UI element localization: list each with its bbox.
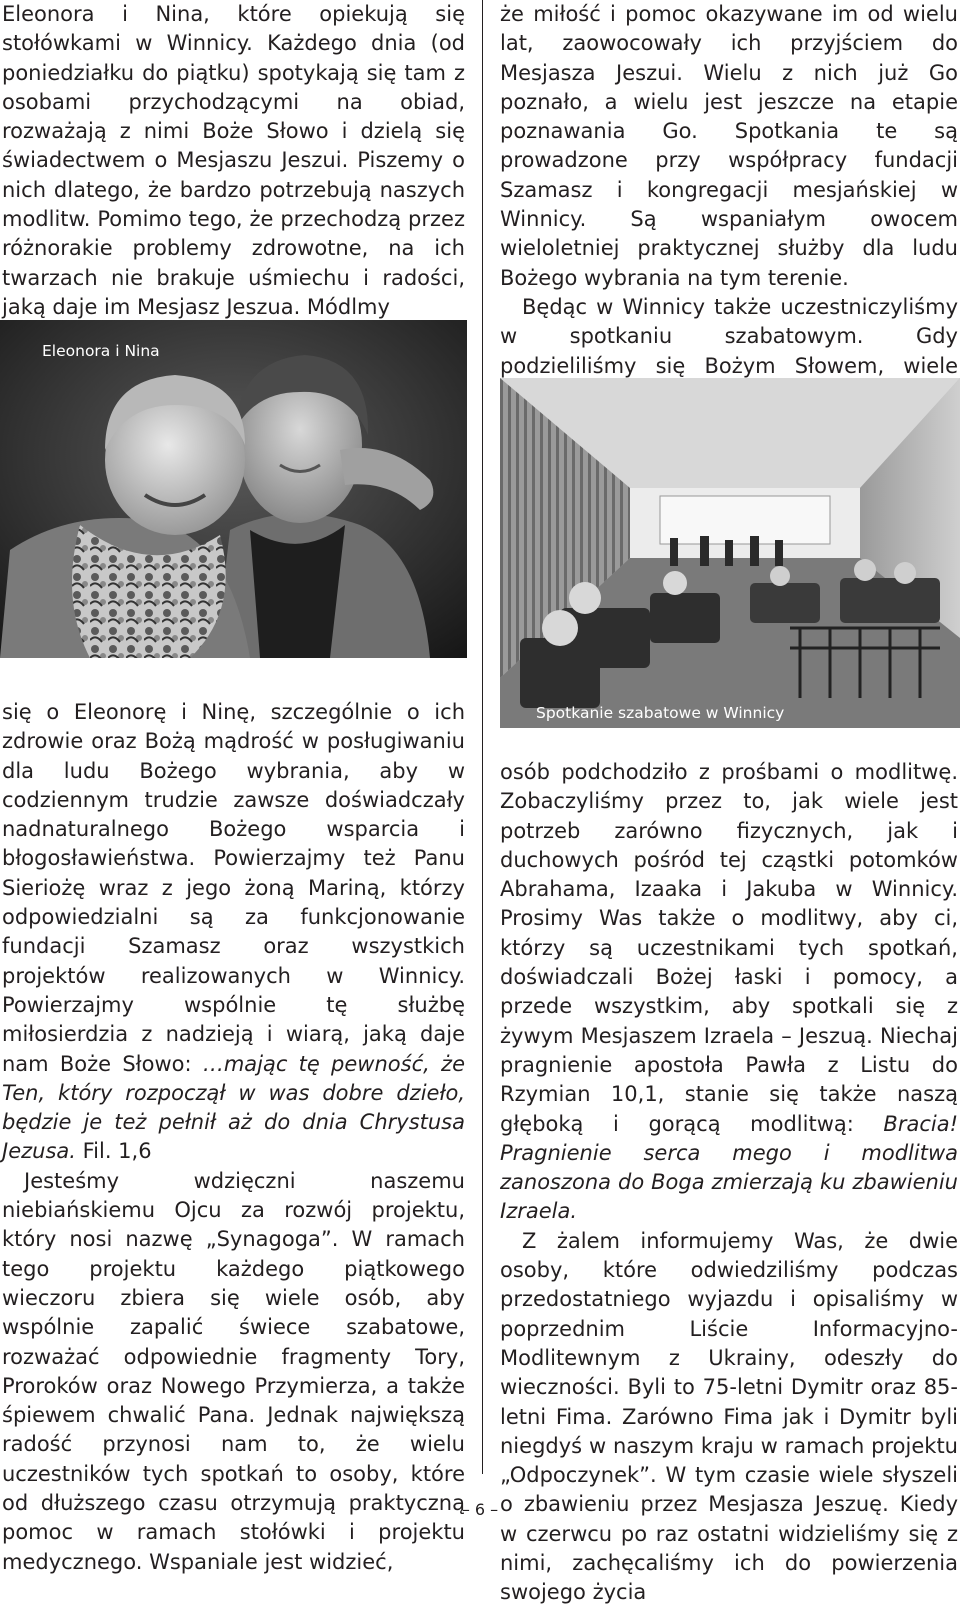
right-column-bottom bbox=[500, 758, 958, 1608]
left-paragraph-2-text: się o Eleonorę i Ninę, szczególnie o ich zdrowie oraz Bożą mądrość w posługiwaniu dla ludu Bożego wybrania, aby w codziennym trudzie zawsze doświadczały nadnaturalnego Bożego wsparcia i błogosławieństwa. Powierzajmy też Panu Sieriożę wraz z jego żoną Mariną, którzy odpowiedzialni są za funkcjonowanie fundacji Szamasz oraz wszystkich projektów realizowanych w Winnicy. Powierzajmy wspólnie tę służbę miłosierdzia z nadzieją i wiarą, jaką daje nam Boże Słowo: bbox=[2, 700, 465, 1076]
right-paragraph-1: że miłość i pomoc okazywane im od wielu lat, zaowocowały ich przyjściem do Mesjasza Jeszui. Wielu z nich już Go poznało, a wielu jest jeszcze na etapie poznawania Go. Spotkania te są prowadzone przy współpracy fundacji Szamasz i kongregacji mesjańskiej w Winnicy. Są wspaniałym owocem wieloletniej praktycznej służby dla ludu Bożego wybrania na tym terenie. bbox=[500, 2, 958, 290]
scripture-quote-philippians: …mając tę pewność, że Ten, który rozpoczął w was dobre dzieło, będzie je też pełnił aż do dnia Chrystusa Jezusa. bbox=[2, 1051, 465, 1164]
right-paragraph-2: Będąc w Winnicy także uczestniczyliśmy w spotkaniu szabatowym. Gdy podzieliliśmy się Bożym Słowem, wiele bbox=[500, 294, 958, 378]
meeting-hall-image bbox=[500, 378, 960, 728]
photo-sabbath-meeting bbox=[500, 378, 960, 728]
left-column-top bbox=[2, 0, 465, 322]
left-paragraph-2 bbox=[2, 698, 465, 1167]
column-divider bbox=[482, 0, 483, 1474]
page-number: – 6 – bbox=[461, 1500, 499, 1519]
photo-caption-right: Spotkanie szabatowe w Winnicy bbox=[536, 704, 785, 722]
scripture-reference: Fil. 1,6 bbox=[75, 1139, 152, 1164]
right-paragraph-3 bbox=[500, 758, 958, 1227]
photo-caption-left: Eleonora i Nina bbox=[42, 342, 160, 360]
right-paragraph-4: Z żalem informujemy Was, że dwie osoby, które odwiedziliśmy podczas przedostatniego wyjazdu i opisaliśmy w poprzednim Liście Informacyjno-Modlitewnym z Ukrainy, odeszły do wieczności. Byli to 75-letni Dymitr oraz 85-letni Fima. Zarówno Fima jak i Dymitr byli niegdyś w naszym kraju w ramach projektu „Odpoczynek”. W tym czasie wiele słyszeli o zbawieniu przez Mesjasza Jeszuę. Kiedy w czerwcu po raz ostatni widzieliśmy się z nimi, zachęcaliśmy ich do powierzenia swojego życia bbox=[500, 1228, 958, 1605]
portrait-image bbox=[0, 320, 467, 658]
right-column-top bbox=[500, 0, 958, 410]
scripture-quote-romans: Bracia! Pragnienie serca mego i modlitwa zanoszona do Boga zmierzają ku zbawieniu Izraela. bbox=[500, 1111, 958, 1224]
left-paragraph-1: Eleonora i Nina, które opiekują się stołówkami w Winnicy. Każdego dnia (od poniedziałku do piątku) spotykają się tam z osobami przychodzącymi na obiad, rozważają z nimi Boże Słowo i dzielą się świadectwem o Mesjaszu Jeszui. Piszemy o nich dlatego, że bardzo potrzebują naszych modlitw. Pomimo tego, że przechodzą przez różnorakie problemy zdrowotne, na ich twarzach nie brakuje uśmiechu i radości, jaką daje im Mesjasz Jeszua. Módlmy bbox=[2, 2, 465, 319]
right-paragraph-3-text: osób podchodziło z prośbami o modlitwę. Zobaczyliśmy przez to, jak wiele jest potrzeb zarówno fizycznych, jak i duchowych pośród tej cząstki potomków Abrahama, Izaaka i Jakuba w Winnicy. Prosimy Was także o modlitwy, aby ci, którzy są uczestnikami tych spotkań, doświadczali Bożej łaski i pomocy, a przede wszystkim, aby spotkali się z żywym Mesjaszem Izraela – Jeszuą. Niechaj pragnienie apostoła Pawła z Listu do Rzymian 10,1, stanie się także naszą głęboką i gorącą modlitwą: bbox=[500, 760, 958, 1136]
left-paragraph-3: Jesteśmy wdzięczni naszemu niebiańskiemu Ojcu za rozwój projektu, który nosi nazwę „Synagoga”. W ramach tego projektu każdego piątkowego wieczoru zbiera się wiele osób, aby wspólnie zapalić świece szabatowe, rozważać odpowiednie fragmenty Tory, Proroków oraz Nowego Przymierza, a także śpiewem chwalić Pana. Jednak największą radość przynosi nam to, że wielu uczestników tych spotkań to osoby, które od dłuższego czasu otrzymują praktyczną pomoc w ramach stołówki i projektu medycznego. Wspaniale jest widzieć, bbox=[2, 1168, 465, 1574]
left-column-bottom bbox=[2, 698, 465, 1577]
photo-eleonora-nina bbox=[0, 320, 467, 658]
